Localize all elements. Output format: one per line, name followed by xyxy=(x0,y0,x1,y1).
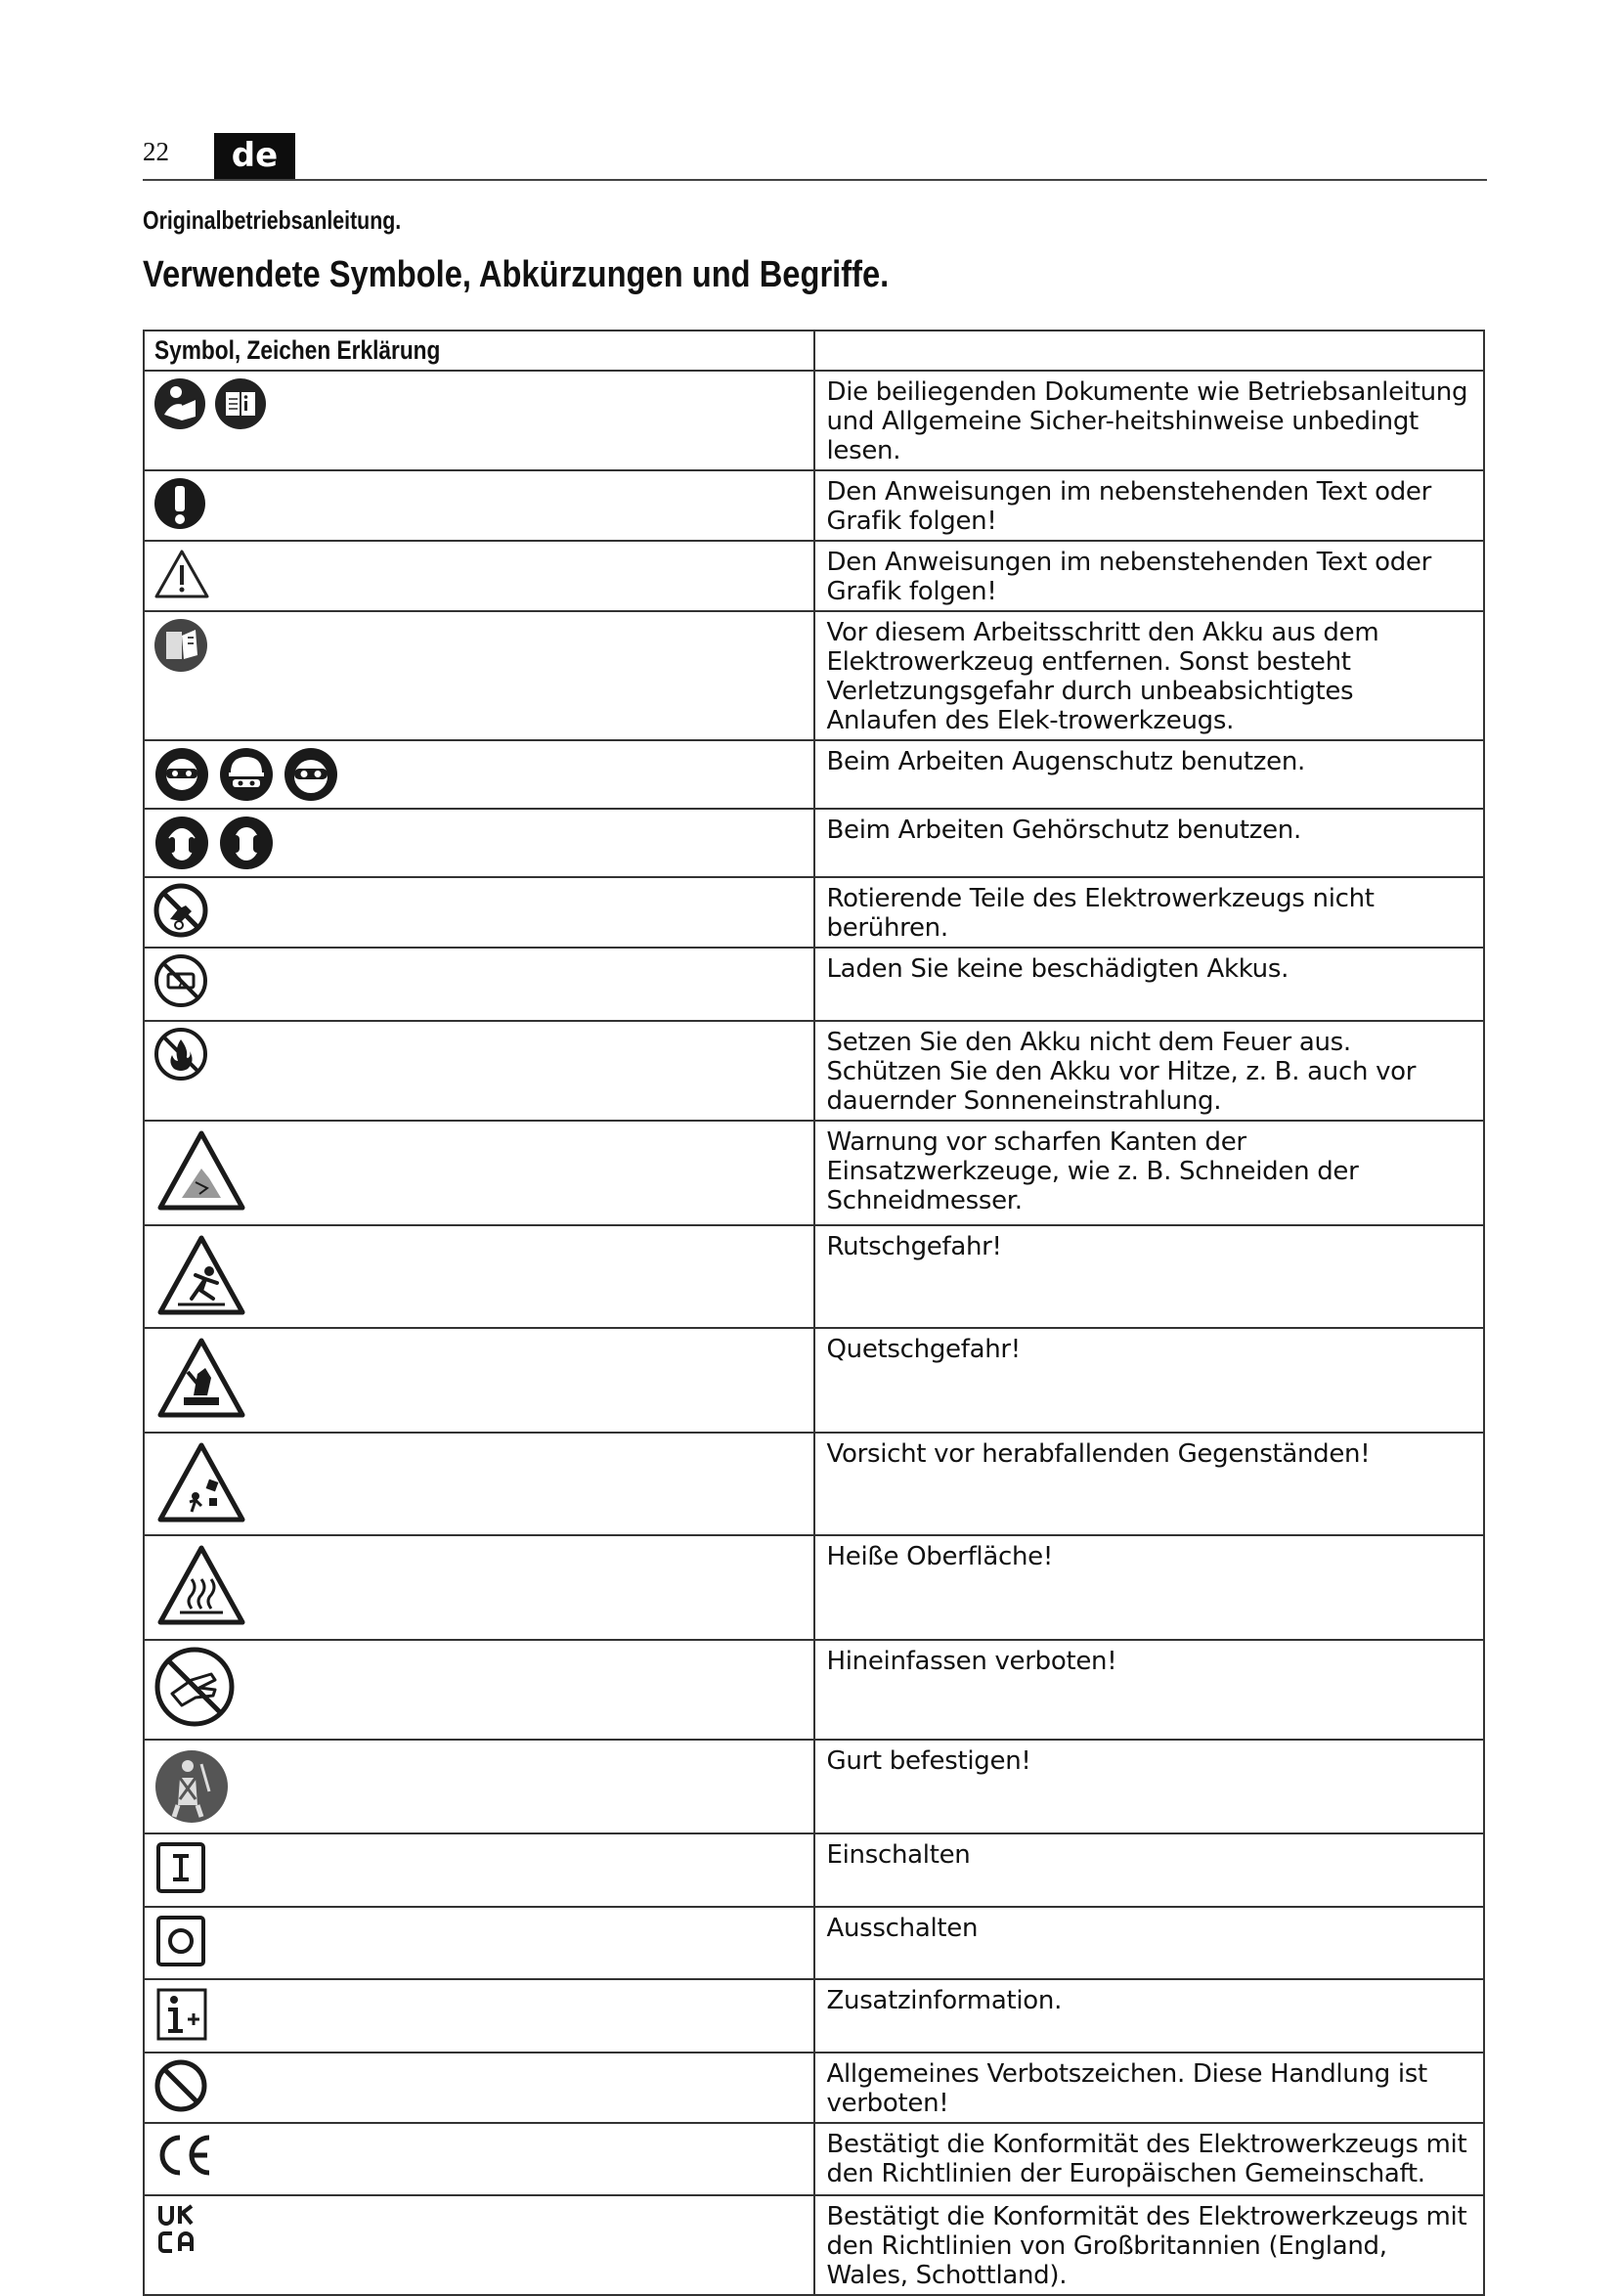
table-row xyxy=(144,611,1484,740)
warning-triangle-icon xyxy=(153,546,211,602)
table-row xyxy=(144,1833,1484,1907)
symbol-cell xyxy=(144,470,814,541)
table-row xyxy=(144,948,1484,1021)
falling-objects-icon xyxy=(153,1437,250,1529)
ce-mark-icon xyxy=(153,2128,217,2181)
ear-protection-icon xyxy=(153,814,211,872)
ear-muffs-icon xyxy=(217,814,276,872)
description-cell: Laden Sie keine beschädigten Akkus. xyxy=(814,948,1485,1021)
table-row xyxy=(144,1535,1484,1640)
description-cell: Allgemeines Verbotszeichen. Diese Handlung ist verboten! xyxy=(814,2053,1485,2123)
no-fire-icon xyxy=(153,1026,209,1082)
table-row xyxy=(144,1907,1484,1979)
description-cell: Beim Arbeiten Gehörschutz benutzen. xyxy=(814,809,1485,877)
remove-battery-icon xyxy=(153,616,209,675)
symbol-cell xyxy=(144,1535,814,1640)
symbol-cell xyxy=(144,541,814,611)
table-row xyxy=(144,740,1484,809)
table-row xyxy=(144,2053,1484,2123)
manual-info-icon xyxy=(213,375,268,432)
table-row xyxy=(144,2195,1484,2295)
table-row xyxy=(144,1979,1484,2053)
symbol-cell xyxy=(144,1640,814,1740)
symbol-cell xyxy=(144,740,814,809)
symbol-table xyxy=(143,330,1485,2296)
symbol-cell xyxy=(144,2195,814,2295)
document-subtitle: Originalbetriebsanleitung. xyxy=(143,205,402,235)
description-cell: Setzen Sie den Akku nicht dem Feuer aus. Schützen Sie den Akku vor Hitze, z. B. auch vor dauernder Sonneneinstrahlung. xyxy=(814,1021,1485,1121)
symbol-cell xyxy=(144,1833,814,1907)
table-row xyxy=(144,809,1484,877)
language-badge: de xyxy=(214,133,295,179)
face-shield-icon xyxy=(153,745,211,804)
prohibition-icon xyxy=(153,2057,209,2114)
symbol-cell xyxy=(144,2053,814,2123)
symbol-cell xyxy=(144,2123,814,2195)
symbol-cell xyxy=(144,611,814,740)
description-cell: Hineinfassen verboten! xyxy=(814,1640,1485,1740)
symbol-cell xyxy=(144,1979,814,2053)
description-cell: Rotierende Teile des Elektrowerkzeugs nicht berühren. xyxy=(814,877,1485,948)
additional-info-icon xyxy=(153,1984,211,2043)
description-cell: Beim Arbeiten Augenschutz benutzen. xyxy=(814,740,1485,809)
hot-surface-icon xyxy=(153,1540,250,1632)
symbol-cell xyxy=(144,1328,814,1433)
table-header-empty-cell xyxy=(814,331,1485,371)
table-header-cell xyxy=(144,331,814,371)
wear-harness-icon xyxy=(153,1744,231,1829)
page-number: 22 xyxy=(143,137,169,166)
table-row xyxy=(144,1640,1484,1740)
safety-helmet-icon xyxy=(217,745,276,804)
page-title: Verwendete Symbole, Abkürzungen und Begriffe. xyxy=(143,254,890,295)
header-rule xyxy=(143,179,1487,181)
table-row xyxy=(144,1433,1484,1535)
description-cell: Gurt befestigen! xyxy=(814,1740,1485,1833)
description-cell: Zusatzinformation. xyxy=(814,1979,1485,2053)
description-cell: Vor diesem Arbeitsschritt den Akku aus dem Elektrowerkzeug entfernen. Sonst besteht Verletzungsgefahr durch unbeabsichtigtes Anlaufen des Elek-trowerkzeugs. xyxy=(814,611,1485,740)
no-charge-damaged-icon xyxy=(153,952,209,1009)
power-on-icon xyxy=(153,1838,209,1895)
description-cell: Quetschgefahr! xyxy=(814,1328,1485,1433)
sharp-edges-warning-icon xyxy=(153,1126,250,1217)
description-cell: Vorsicht vor herabfallenden Gegenständen! xyxy=(814,1433,1485,1535)
description-cell: Bestätigt die Konformität des Elektrowerkzeugs mit den Richtlinien der Europäischen Gemeinschaft. xyxy=(814,2123,1485,2195)
symbol-cell xyxy=(144,1433,814,1535)
description-cell: Warnung vor scharfen Kanten der Einsatzwerkzeuge, wie z. B. Schneiden der Schneidmesser. xyxy=(814,1121,1485,1225)
table-row xyxy=(144,541,1484,611)
description-cell: Einschalten xyxy=(814,1833,1485,1907)
read-manual-icon xyxy=(153,375,207,432)
slip-hazard-icon xyxy=(153,1230,250,1322)
table-row xyxy=(144,1021,1484,1121)
safety-goggles-icon xyxy=(282,745,340,804)
symbol-cell xyxy=(144,1740,814,1833)
table-row xyxy=(144,877,1484,948)
symbol-cell xyxy=(144,948,814,1021)
table-row xyxy=(144,1328,1484,1433)
symbol-cell xyxy=(144,1121,814,1225)
table-row xyxy=(144,470,1484,541)
description-cell: Die beiliegenden Dokumente wie Betriebsanleitung und Allgemeine Sicher-heitshinweise unbedingt lesen. xyxy=(814,371,1485,470)
description-cell: Den Anweisungen im nebenstehenden Text oder Grafik folgen! xyxy=(814,470,1485,541)
symbol-cell xyxy=(144,877,814,948)
symbol-cell xyxy=(144,1021,814,1121)
crush-hazard-icon xyxy=(153,1333,250,1425)
table-row xyxy=(144,2123,1484,2195)
symbol-cell xyxy=(144,1907,814,1979)
symbol-cell xyxy=(144,809,814,877)
description-cell: Rutschgefahr! xyxy=(814,1225,1485,1328)
mandatory-action-icon xyxy=(153,475,207,532)
description-cell: Ausschalten xyxy=(814,1907,1485,1979)
table-row xyxy=(144,1121,1484,1225)
table-row xyxy=(144,371,1484,470)
description-cell: Bestätigt die Konformität des Elektrowerkzeugs mit den Richtlinien von Großbritannien (England, Wales, Schottland). xyxy=(814,2195,1485,2295)
no-touch-rotating-icon xyxy=(153,882,209,939)
symbol-cell xyxy=(144,371,814,470)
table-header-label: Symbol, Zeichen Erklärung xyxy=(154,335,441,365)
power-off-icon xyxy=(153,1912,209,1968)
ukca-mark-icon xyxy=(153,2200,207,2257)
description-cell: Heiße Oberfläche! xyxy=(814,1535,1485,1640)
no-reaching-in-icon xyxy=(153,1645,237,1729)
table-header-row xyxy=(144,331,1484,371)
description-cell: Den Anweisungen im nebenstehenden Text oder Grafik folgen! xyxy=(814,541,1485,611)
symbol-cell xyxy=(144,1225,814,1328)
table-row xyxy=(144,1740,1484,1833)
table-row xyxy=(144,1225,1484,1328)
